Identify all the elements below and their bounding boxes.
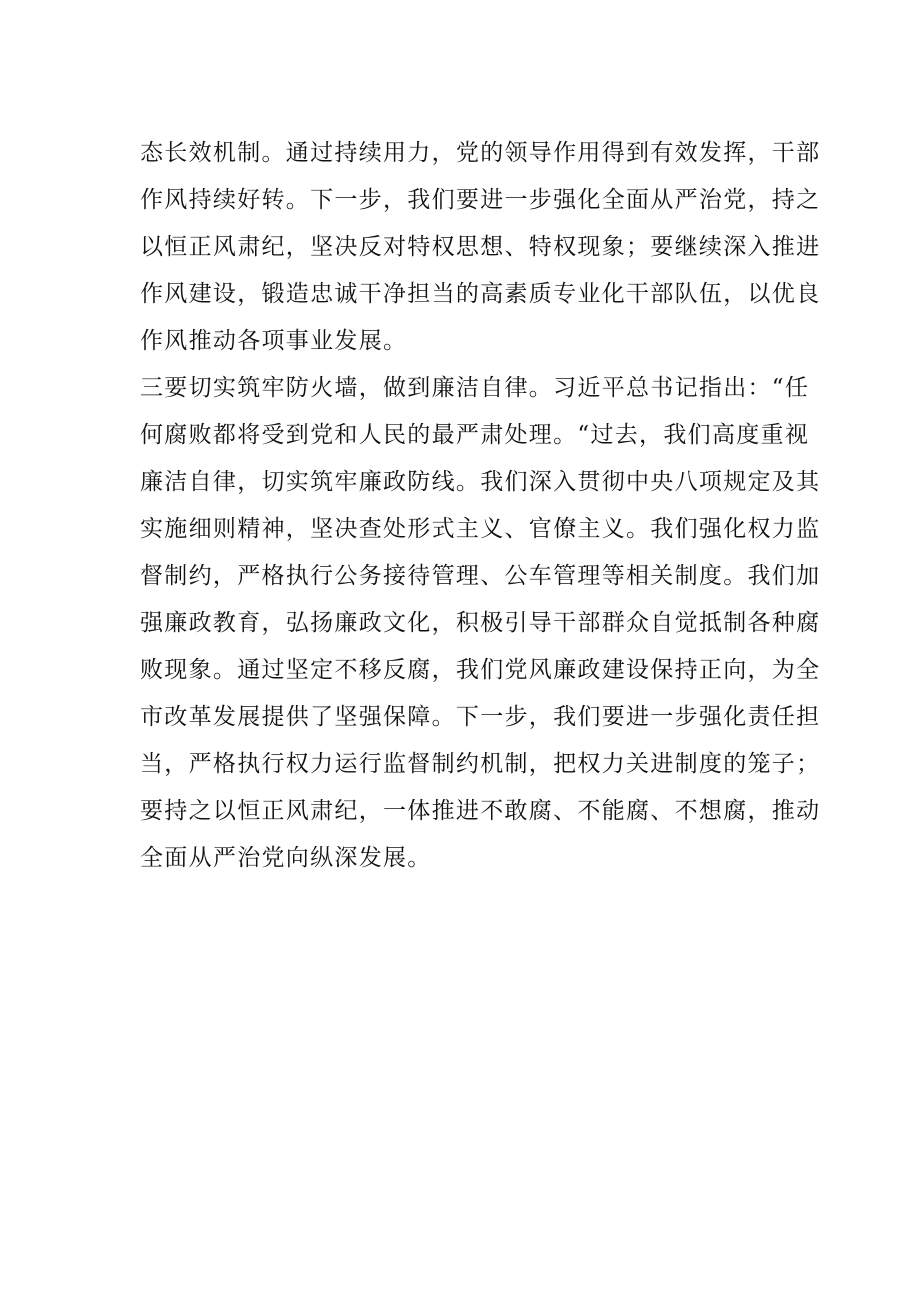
text-line: 何腐败都将受到党和人民的最严肃处理。“过去，我们高度重视	[140, 422, 810, 448]
text-line: 作风持续好转。下一步，我们要进一步强化全面从严治党，持之	[140, 187, 821, 213]
text-line: 廉洁自律，切实筑牢廉政防线。我们深入贯彻中央八项规定及其	[140, 469, 821, 495]
text-line: 败现象。通过坚定不移反腐，我们党风廉政建设保持正向，为全	[140, 657, 821, 683]
text-line: 实施细则精神，坚决查处形式主义、官僚主义。我们强化权力监	[140, 516, 821, 542]
text-line: 强廉政教育，弘扬廉政文化，积极引导干部群众自觉抵制各种腐	[140, 610, 821, 636]
text-line: 全面从严治党向纵深发展。	[140, 845, 432, 871]
text-line: 以恒正风肃纪，坚决反对特权思想、特权现象；要继续深入推进	[140, 234, 821, 260]
text-line: 态长效机制。通过持续用力，党的领导作用得到有效发挥，干部	[140, 140, 821, 166]
text-line: 市改革发展提供了坚强保障。下一步，我们要进一步强化责任担	[140, 704, 821, 730]
text-line: 督制约，严格执行公务接待管理、公车管理等相关制度。我们加	[140, 563, 821, 589]
text-line: 要持之以恒正风肃纪，一体推进不敢腐、不能腐、不想腐，推动	[140, 798, 821, 824]
body-text	[140, 130, 821, 882]
text-line: 当，严格执行权力运行监督制约机制，把权力关进制度的笼子；	[140, 751, 821, 777]
text-line: 作风推动各项事业发展。	[140, 328, 408, 354]
text-line: 三要切实筑牢防火墙，做到廉洁自律。习近平总书记指出：“任	[140, 375, 810, 401]
text-line: 作风建设，锻造忠诚干净担当的高素质专业化干部队伍，以优良	[140, 281, 821, 307]
